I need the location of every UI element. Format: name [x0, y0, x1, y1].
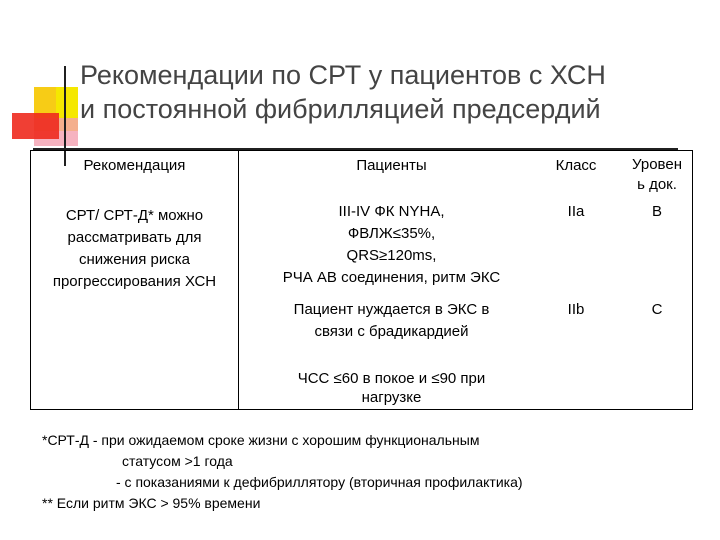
- row2-class: IIb: [567, 301, 585, 318]
- row2-patients-hr: [239, 369, 544, 407]
- footnote-line: статусом >1 года: [122, 453, 233, 469]
- header-class: Класс: [555, 157, 597, 174]
- recommendations-table: [30, 150, 693, 410]
- slide-title: [80, 58, 710, 126]
- row1-level: B: [651, 203, 662, 220]
- footnote-line: - с показаниями к дефибриллятору (вторичная профилактика): [116, 474, 523, 490]
- patients-line: ЧСС ≤60 в покое и ≤90 при: [297, 370, 486, 387]
- recommendation-line: рассматривать для: [67, 229, 202, 246]
- patients-line: РЧА АВ соединения, ритм ЭКС: [282, 269, 501, 286]
- patients-line: Пациент нуждается в ЭКС в: [293, 301, 490, 318]
- slide-title-line-2: и постоянной фибрилляцией предсердий: [80, 94, 601, 124]
- header-recommendation: Рекомендация: [83, 157, 186, 174]
- patients-line: III-IV ФК NYHA,: [338, 203, 445, 220]
- patients-line: связи с брадикардией: [314, 323, 469, 340]
- row1-patients: [239, 201, 544, 289]
- row1-class: IIa: [567, 203, 585, 220]
- footnotes: [42, 430, 523, 514]
- patients-line: QRS≥120ms,: [346, 247, 437, 264]
- recommendation-text: [31, 205, 238, 293]
- header-patients: Пациенты: [356, 157, 427, 174]
- footnote-line: ** Если ритм ЭКС > 95% времени: [42, 495, 261, 511]
- recommendation-line: снижения риска: [79, 251, 190, 268]
- header-level-line-2: ь док.: [637, 176, 677, 193]
- footnote-line: *СРТ-Д - при ожидаемом сроке жизни с хорошим функциональным: [42, 432, 480, 448]
- row2-patients: [239, 299, 544, 343]
- patients-line: нагрузке: [361, 389, 422, 406]
- header-level: [621, 155, 693, 195]
- patients-line: ФВЛЖ≤35%,: [347, 225, 436, 242]
- slide-title-line-1: Рекомендации по СРТ у пациентов с ХСН: [80, 60, 606, 90]
- decor-red-square: [12, 113, 59, 139]
- recommendation-line: СРТ/ СРТ-Д* можно: [65, 207, 204, 224]
- row2-level: C: [651, 301, 663, 318]
- recommendation-line: прогрессирования ХСН: [52, 273, 217, 290]
- header-level-line-1: Уровен: [632, 156, 682, 173]
